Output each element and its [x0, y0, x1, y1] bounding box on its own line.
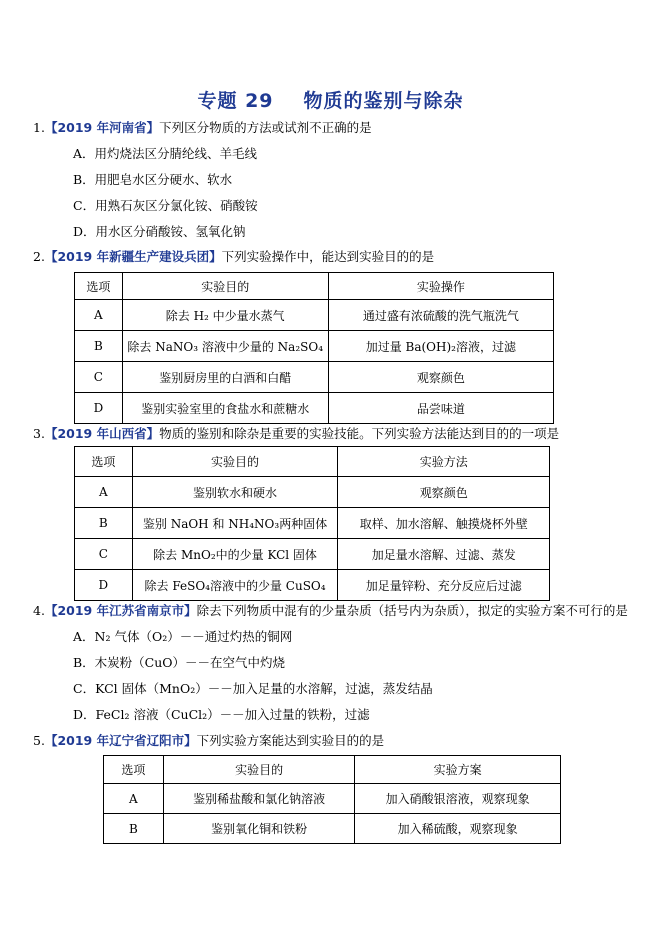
table-header-row: [75, 273, 554, 300]
question-source: 【2019 年辽宁省辽阳市】: [44, 733, 197, 748]
question-text: 下列区分物质的方法或试剂不正确的是: [159, 120, 372, 135]
table-row: [75, 300, 554, 331]
table-cell: 通过盛有浓硫酸的洗气瓶洗气: [328, 300, 553, 331]
table-header: 实验目的: [132, 447, 338, 477]
table-cell: A: [75, 300, 123, 331]
q1-option-a: A．用灼烧法区分腈纶线、羊毛线: [73, 146, 258, 161]
q1-option-c: C．用熟石灰区分氯化铵、硝酸铵: [73, 198, 258, 213]
q2-table: [74, 272, 554, 424]
table-header: 选项: [75, 273, 123, 300]
question-number: 2.: [33, 249, 45, 264]
table-header: 实验操作: [328, 273, 553, 300]
table-row: [104, 814, 561, 844]
table-cell: 除去 FeSO₄溶液中的少量 CuSO₄: [132, 570, 338, 601]
title-topic-number: 专题 29: [197, 90, 274, 112]
question-source: 【2019 年河南省】: [44, 120, 160, 135]
table-header: 实验方法: [338, 447, 550, 477]
table-header: 选项: [104, 756, 164, 784]
table-cell: A: [104, 784, 164, 814]
question-text: 下列实验操作中，能达到实验目的的是: [221, 249, 435, 264]
table-row: [75, 539, 550, 570]
table-cell: 加足量水溶解、过滤、蒸发: [338, 539, 550, 570]
page-title: [0, 86, 661, 113]
q4-option-d: D．FeCl₂ 溶液（CuCl₂）－－加入过量的铁粉，过滤: [73, 707, 370, 722]
q4-option-b: B．木炭粉（CuO）－－在空气中灼烧: [73, 655, 286, 670]
table-cell: 观察颜色: [338, 477, 550, 508]
table-cell: 鉴别 NaOH 和 NH₄NO₃两种固体: [132, 508, 338, 539]
table-cell: 加入稀硫酸，观察现象: [355, 814, 561, 844]
q4-option-a: A．N₂ 气体（O₂）－－通过灼热的铜网: [73, 629, 293, 644]
table-row: [75, 477, 550, 508]
question-text: 除去下列物质中混有的少量杂质（括号内为杂质），拟定的实验方案不可行的是: [196, 603, 628, 618]
title-topic-name: 物质的鉴别与除杂: [303, 90, 464, 112]
table-header: 实验方案: [355, 756, 561, 784]
table-cell: B: [75, 331, 123, 362]
question-1-stem: [33, 120, 372, 136]
table-cell: 鉴别软水和硬水: [132, 477, 338, 508]
table-cell: 除去 H₂ 中少量水蒸气: [122, 300, 328, 331]
table-row: [75, 570, 550, 601]
table-cell: D: [75, 393, 123, 424]
table-cell: 加入硝酸银溶液，观察现象: [355, 784, 561, 814]
question-number: 4.: [33, 603, 45, 618]
question-4-stem: [33, 603, 628, 619]
question-source: 【2019 年新疆生产建设兵团】: [44, 249, 222, 264]
table-row: [104, 784, 561, 814]
question-number: 1.: [33, 120, 45, 135]
table-cell: 鉴别实验室里的食盐水和蔗糖水: [122, 393, 328, 424]
question-number: 5.: [33, 733, 45, 748]
question-number: 3.: [33, 426, 45, 441]
table-cell: 鉴别氧化铜和铁粉: [163, 814, 355, 844]
question-text: 下列实验方案能达到实验目的的是: [196, 733, 385, 748]
table-row: [75, 362, 554, 393]
table-row: [75, 393, 554, 424]
question-text: 物质的鉴别和除杂是重要的实验技能。下列实验方法能达到目的的一项是: [159, 426, 560, 441]
table-header: 选项: [75, 447, 133, 477]
table-cell: 加足量锌粉、充分反应后过滤: [338, 570, 550, 601]
table-row: [75, 508, 550, 539]
table-cell: 鉴别厨房里的白酒和白醋: [122, 362, 328, 393]
q3-table: [74, 446, 550, 601]
question-source: 【2019 年山西省】: [44, 426, 160, 441]
table-cell: 取样、加水溶解、触摸烧杯外壁: [338, 508, 550, 539]
q5-table: [103, 755, 561, 844]
table-cell: D: [75, 570, 133, 601]
table-cell: 除去 MnO₂中的少量 KCl 固体: [132, 539, 338, 570]
table-cell: 观察颜色: [328, 362, 553, 393]
table-cell: B: [104, 814, 164, 844]
table-header-row: [75, 447, 550, 477]
table-header: 实验目的: [122, 273, 328, 300]
table-row: [75, 331, 554, 362]
q4-option-c: C．KCl 固体（MnO₂）－－加入足量的水溶解，过滤，蒸发结晶: [73, 681, 433, 696]
table-cell: 品尝味道: [328, 393, 553, 424]
table-cell: C: [75, 539, 133, 570]
table-header: 实验目的: [163, 756, 355, 784]
question-3-stem: [33, 426, 559, 442]
table-cell: 加过量 Ba(OH)₂溶液，过滤: [328, 331, 553, 362]
table-cell: C: [75, 362, 123, 393]
question-2-stem: [33, 249, 434, 265]
table-cell: B: [75, 508, 133, 539]
question-source: 【2019 年江苏省南京市】: [44, 603, 197, 618]
q1-option-d: D．用水区分硝酸铵、氢氧化钠: [73, 224, 246, 239]
table-cell: 除去 NaNO₃ 溶液中少量的 Na₂SO₄: [122, 331, 328, 362]
question-5-stem: [33, 733, 384, 749]
table-header-row: [104, 756, 561, 784]
table-cell: 鉴别稀盐酸和氯化钠溶液: [163, 784, 355, 814]
q1-option-b: B．用肥皂水区分硬水、软水: [73, 172, 233, 187]
table-cell: A: [75, 477, 133, 508]
